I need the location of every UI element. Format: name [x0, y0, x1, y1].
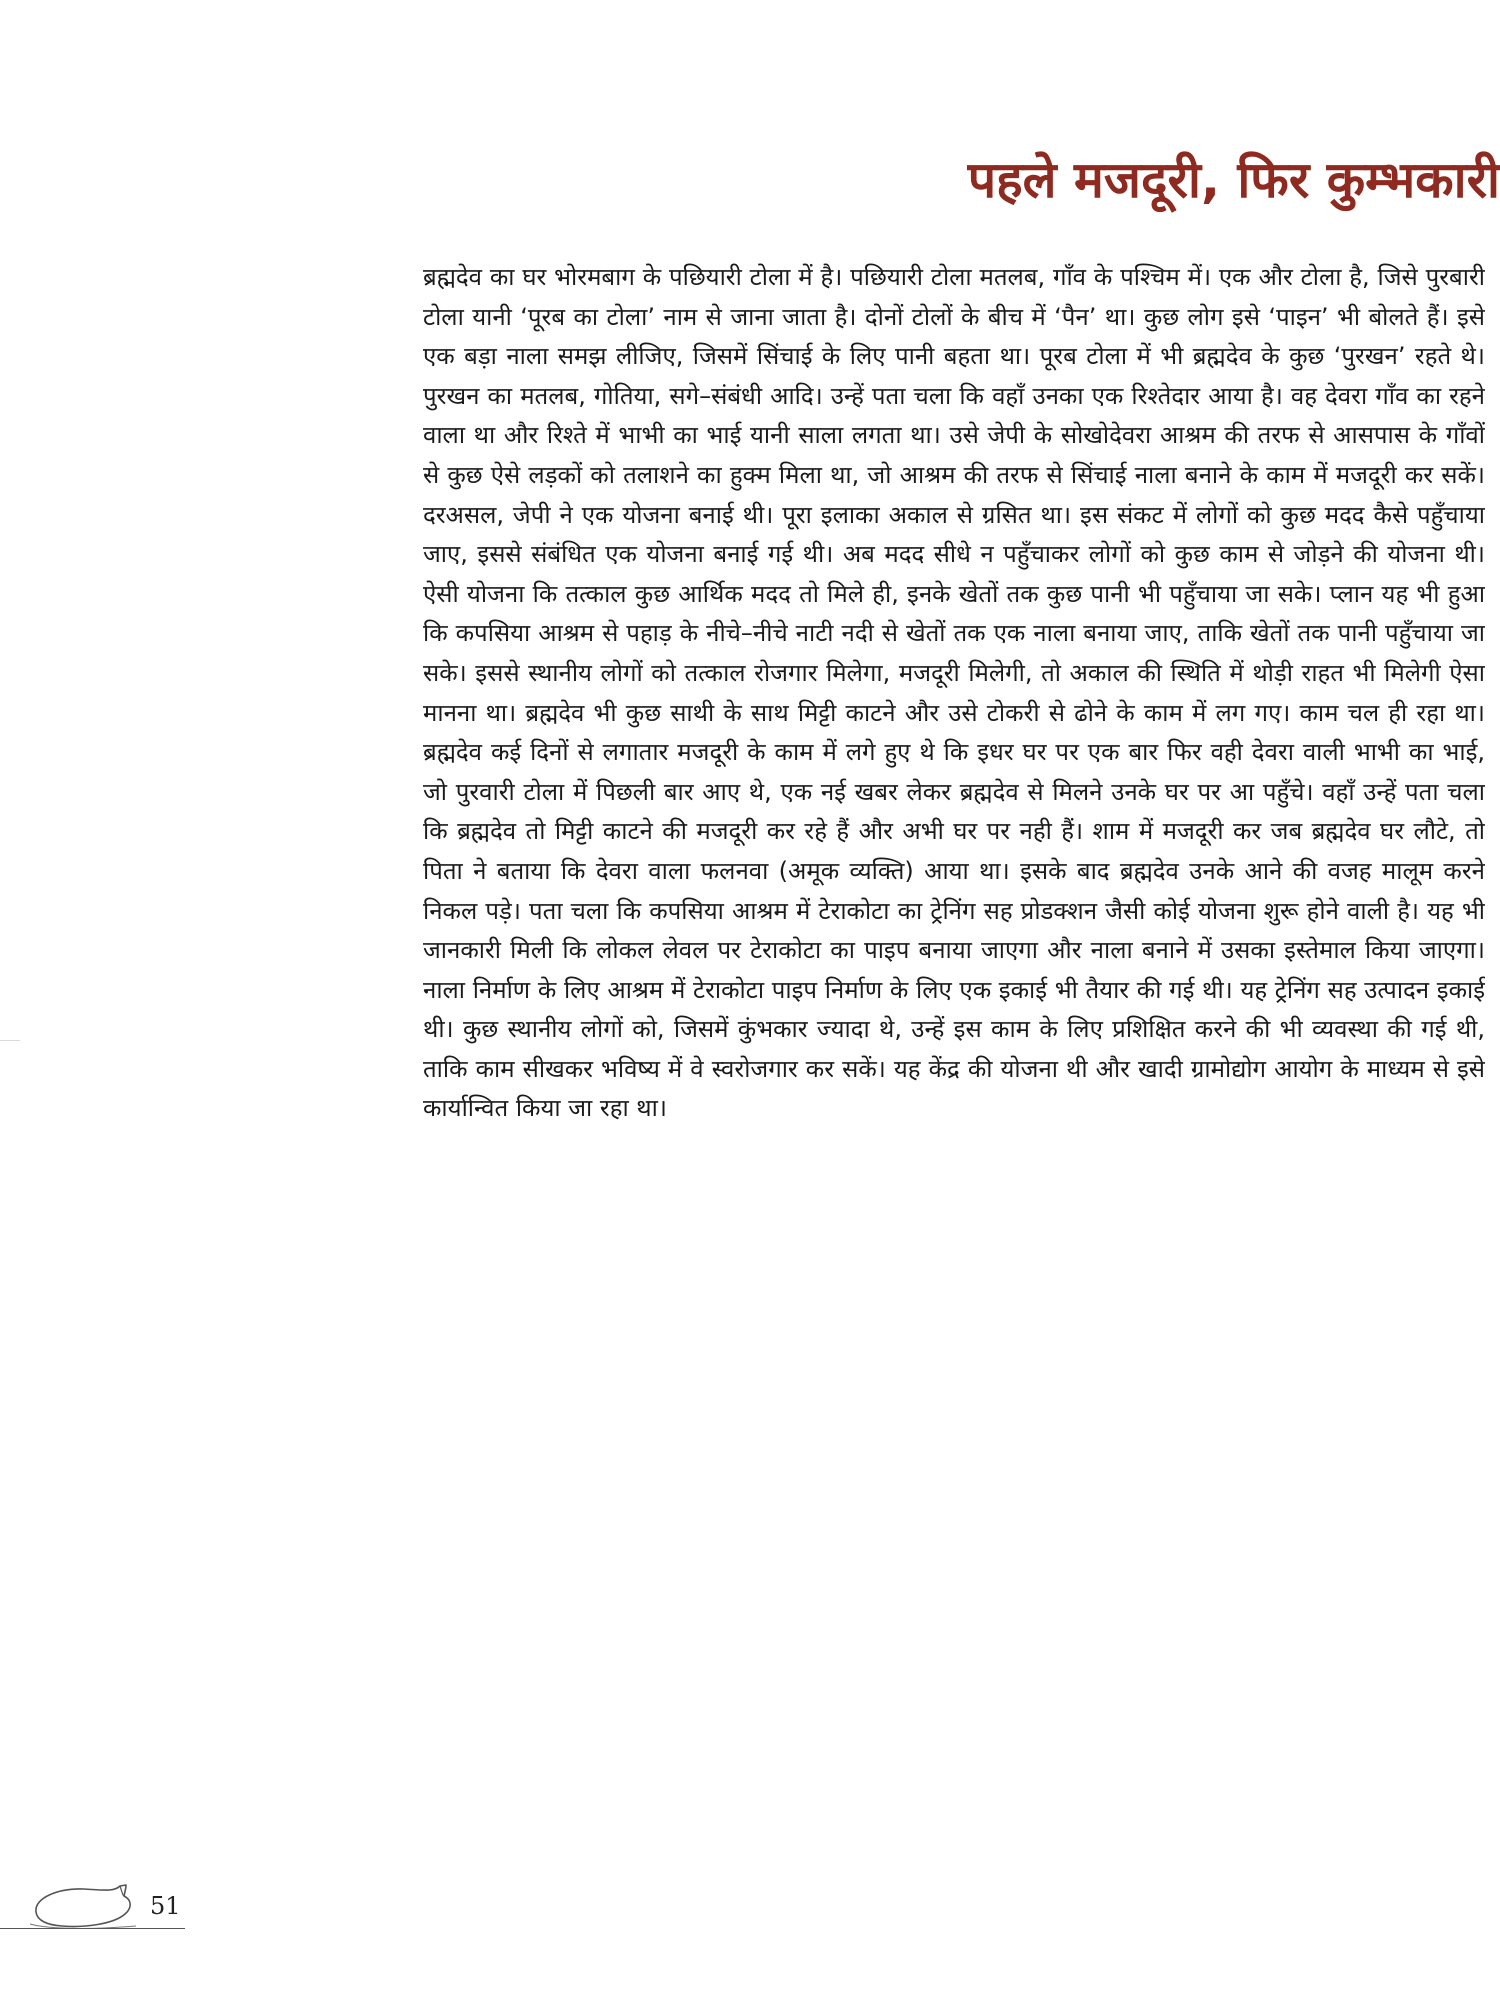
- body-paragraph: ब्रह्मदेव का घर भोरमबाग के पछियारी टोला में है। पछियारी टोला मतलब, गाँव के पश्चिम में। एक और टोला है, जिसे पुरबारी टोला यानी ‘पूरब का टोला’ नाम से जाना जाता है। दोनों टोलों के बीच में ‘पैन’ था। कुछ लोग इसे ‘पाइन’ भी बोलते हैं। इसे एक बड़ा नाला समझ लीजिए, जिसमें सिंचाई के लिए पानी बहता था। पूरब टोला में भी ब्रह्मदेव के कुछ ‘पुरखन’ रहते थे। पुरखन का मतलब, गोतिया, सगे–संबंधी आदि। उन्हें पता चला कि वहाँ उनका एक रिश्तेदार आया है। वह देवरा गाँव का रहने वाला था और रिश्ते में भाभी का भाई यानी साला लगता था। उसे जेपी के सोखोदेवरा आश्रम की तरफ से आसपास के गाँवों से कुछ ऐसे लड़कों को तलाशने का हुक्म मिला था, जो आश्रम की तरफ से सिंचाई नाला बनाने के काम में मजदूरी कर सकें। दरअसल, जेपी ने एक योजना बनाई थी। पूरा इलाका अकाल से ग्रसित था। इस संकट में लोगों को कुछ मदद कैसे पहुँचाया जाए, इससे संबंधित एक योजना बनाई गई थी। अब मदद सीधे न पहुँचाकर लोगों को कुछ काम से जोड़ने की योजना थी। ऐसी योजना कि तत्काल कुछ आर्थिक मदद तो मिले ही, इनके खेतों तक कुछ पानी भी पहुँचाया जा सके। प्लान यह भी हुआ कि कपसिया आश्रम से पहाड़ के नीचे–नीचे नाटी नदी से खेतों तक एक नाला बनाया जाए, ताकि खेतों तक पानी पहुँचाया जा सके। इससे स्थानीय लोगों को तत्काल रोजगार मिलेगा, मजदूरी मिलेगी, तो अकाल की स्थिति में थोड़ी राहत भी मिलेगी ऐसा मानना था। ब्रह्मदेव भी कुछ साथी के साथ मिट्टी काटने और उसे टोकरी से ढोने के काम में लग गए। काम चल ही रहा था। ब्रह्मदेव कई दिनों से लगातार मजदूरी के काम में लगे हुए थे कि इधर घर पर एक बार फिर वही देवरा वाली भाभी का भाई, जो पुरवारी टोला में पिछली बार आए थे, एक नई खबर लेकर ब्रह्मदेव से मिलने उनके घर पर आ पहुँचे। वहाँ उन्हें पता चला कि ब्रह्मदेव तो मिट्टी काटने की मजदूरी कर रहे हैं और अभी घर पर नही हैं। शाम में मजदूरी कर जब ब्रह्मदेव घर लौटे, तो पिता ने बताया कि देवरा वाला फलनवा (अमूक व्यक्ति) आया था। इसके बाद ब्रह्मदेव उनके आने की वजह मालूम करने निकल पड़े। पता चला कि कपसिया आश्रम में टेराकोटा का ट्रेनिंग सह प्रोडक्शन जैसी कोई योजना शुरू होने वाली है। यह भी जानकारी मिली कि लोकल लेवल पर टेराकोटा का पाइप बनाया जाएगा और नाला बनाने में उसका इस्तेमाल किया जाएगा। नाला निर्माण के लिए आश्रम में टेराकोटा पाइप निर्माण के लिए एक इकाई भी तैयार की गई थी। यह ट्रेनिंग सह उत्पादन इकाई थी। कुछ स्थानीय लोगों को, जिसमें कुंभकार ज्यादा थे, उन्हें इस काम के लिए प्रशिक्षित करने की भी व्यवस्था की गई थी, ताकि काम सीखकर भविष्य में वे स्वरोजगार कर सकें। यह केंद्र की योजना थी और खादी ग्रामोद्योग आयोग के माध्यम से इसे कार्यान्वित किया जा रहा था।: [423, 263, 1485, 1123]
- footer-rule: [0, 1928, 185, 1929]
- chapter-title: पहले मजदूरी, फिर कुम्भकारी: [967, 151, 1500, 209]
- page-number: 51: [150, 1892, 181, 1920]
- clay-pot-icon: [28, 1872, 138, 1932]
- margin-mark: [0, 1040, 20, 1041]
